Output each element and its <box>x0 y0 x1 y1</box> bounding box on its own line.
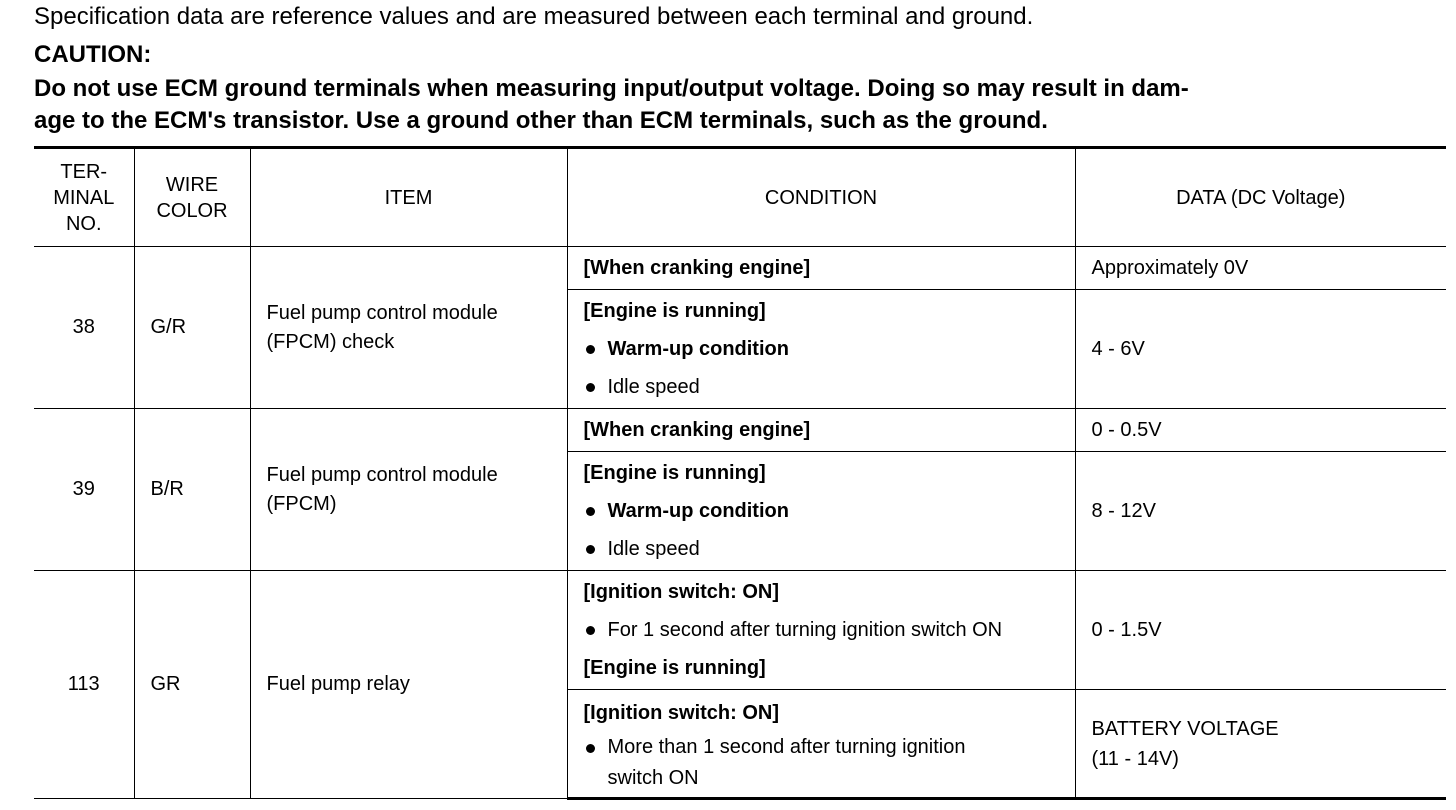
caution-line-2: age to the ECM's transistor. Use a ground other than ECM terminals, such as the ground. <box>34 107 1048 134</box>
terminal-number: 113 <box>34 571 134 799</box>
condition-cell <box>567 290 1075 409</box>
condition-header: [Engine is running] <box>583 462 766 484</box>
header-terminal-line-1: TER- <box>60 160 108 183</box>
wire-color: G/R <box>134 247 250 409</box>
header-condition: CONDITION <box>567 148 1075 247</box>
header-item: ITEM <box>250 148 567 247</box>
condition-bullet-line-1: More than 1 second after turning ignition <box>607 735 966 758</box>
condition-bullet <box>584 732 1075 794</box>
condition-cell <box>567 452 1075 571</box>
wire-color: B/R <box>134 409 250 571</box>
table-row <box>34 409 1446 452</box>
condition-header: [Ignition switch: ON] <box>583 581 780 603</box>
header-terminal-line-3: NO. <box>65 212 102 235</box>
condition-cell <box>567 690 1075 799</box>
condition-cell <box>567 247 1075 290</box>
condition-bullet: Idle speed <box>584 530 1075 568</box>
condition-header: [When cranking engine] <box>583 419 811 441</box>
condition-header: [Engine is running] <box>583 300 766 322</box>
condition-bullet-line-2: switch ON <box>607 766 699 789</box>
data-cell: Approximately 0V <box>1075 247 1446 290</box>
condition-header: [When cranking engine] <box>583 257 811 279</box>
header-terminal-no <box>34 148 134 247</box>
data-line-1: BATTERY VOLTAGE <box>1091 717 1279 740</box>
item-cell <box>250 247 567 409</box>
data-cell: 8 - 12V <box>1075 452 1446 571</box>
header-data: DATA (DC Voltage) <box>1075 148 1446 247</box>
header-wire-line-1: WIRE <box>165 173 219 196</box>
terminal-number: 38 <box>34 247 134 409</box>
header-wire-line-2: COLOR <box>156 199 228 222</box>
data-cell: 0 - 1.5V <box>1075 571 1446 690</box>
item-line-1: Fuel pump control module <box>266 301 498 324</box>
caution-line-1: Do not use ECM ground terminals when measuring input/output voltage. Doing so may result in dam- <box>34 75 1189 102</box>
caution-title: CAUTION: <box>34 41 152 68</box>
data-line-2: (11 - 14V) <box>1091 747 1179 770</box>
condition-header: [Ignition switch: ON] <box>583 701 780 724</box>
condition-bullet: For 1 second after turning ignition switch ON <box>584 611 1075 649</box>
condition-cell <box>567 409 1075 452</box>
data-cell <box>1075 690 1446 799</box>
terminal-number: 39 <box>34 409 134 571</box>
table-row <box>34 247 1446 290</box>
terminal-spec-table <box>34 146 1446 800</box>
condition-bullet: Idle speed <box>584 368 1075 406</box>
item-line-2: (FPCM) check <box>266 330 395 353</box>
header-terminal-line-2: MINAL <box>53 186 115 209</box>
item-line-1: Fuel pump control module <box>266 463 498 486</box>
item-cell <box>250 571 567 799</box>
intro-text: Specification data are reference values and are measured between each terminal and ground. <box>34 3 1034 30</box>
condition-bullet: Warm-up condition <box>584 492 1075 530</box>
item-line-2: (FPCM) <box>266 492 337 515</box>
condition-cell <box>567 571 1075 690</box>
condition-bullet: Warm-up condition <box>584 330 1075 368</box>
header-row <box>34 148 1446 247</box>
caution-text <box>34 73 1444 137</box>
table-row <box>34 571 1446 690</box>
condition-header: [Engine is running] <box>583 657 766 679</box>
item-cell <box>250 409 567 571</box>
data-cell: 0 - 0.5V <box>1075 409 1446 452</box>
header-wire-color <box>134 148 250 247</box>
data-cell: 4 - 6V <box>1075 290 1446 409</box>
item-line-1: Fuel pump relay <box>266 673 410 695</box>
wire-color: GR <box>134 571 250 799</box>
